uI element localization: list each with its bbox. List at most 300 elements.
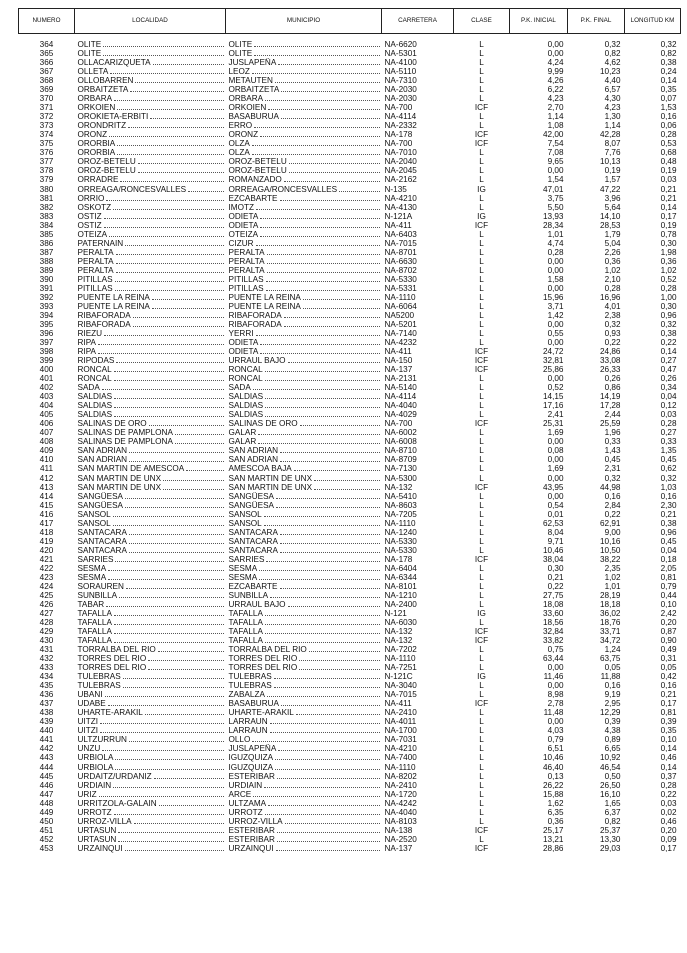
cell-longitud: 1,98 xyxy=(660,247,677,257)
cell-numero: 446 xyxy=(39,780,54,790)
cell-pk-final: 10,13 xyxy=(600,157,621,167)
cell-pk-final: 1,14 xyxy=(604,121,621,131)
cell-pk-inicial: 63,44 xyxy=(543,654,564,664)
cell-pk-final: 0,26 xyxy=(604,374,621,384)
cell-carretera: NA-7015 xyxy=(384,238,417,248)
cell-pk-inicial: 42,00 xyxy=(543,130,564,140)
table-row xyxy=(19,744,681,753)
cell-localidad: SESMA xyxy=(75,573,226,582)
cell-carretera: NA-2030 xyxy=(384,94,417,104)
cell-pk-final: 10,16 xyxy=(600,536,621,546)
cell-carretera: NA-5330 xyxy=(384,545,417,555)
cell-municipio: RIBAFORADA xyxy=(226,320,382,329)
cell-localidad: OLLOBARREN xyxy=(75,76,226,85)
cell-pk-inicial: 33,82 xyxy=(543,636,564,646)
cell-municipio: IGUZQUIZA xyxy=(226,753,382,762)
cell-municipio: TAFALLA xyxy=(226,636,382,645)
cell-localidad: UNZU xyxy=(75,744,226,753)
cell-numero: 398 xyxy=(39,347,54,357)
cell-carretera: NA-4029 xyxy=(384,410,417,420)
cell-pk-final: 1,96 xyxy=(604,428,621,438)
cell-clase: L xyxy=(479,58,484,68)
cell-pk-inicial: 1,69 xyxy=(547,464,564,474)
cell-carretera: NA-8202 xyxy=(384,771,417,781)
cell-municipio: OLZA xyxy=(226,148,382,157)
cell-pk-final: 1,02 xyxy=(604,265,621,275)
cell-clase: L xyxy=(479,310,484,320)
cell-numero: 447 xyxy=(39,789,54,799)
cell-pk-inicial: 8,98 xyxy=(547,690,564,700)
cell-carretera: NA-8701 xyxy=(384,247,417,257)
cell-clase: L xyxy=(479,464,484,474)
cell-pk-inicial: 10,46 xyxy=(543,753,564,763)
table-row xyxy=(19,582,681,591)
cell-carretera: NA-4210 xyxy=(384,744,417,754)
cell-clase: L xyxy=(479,744,484,754)
cell-pk-inicial: 1,54 xyxy=(547,175,564,185)
cell-carretera: NA-132 xyxy=(384,636,413,646)
cell-municipio: OLLO xyxy=(226,735,382,744)
cell-numero: 430 xyxy=(39,636,54,646)
cell-municipio: UHARTE-ARAKIL xyxy=(226,708,382,717)
cell-numero: 388 xyxy=(39,256,54,266)
cell-pk-final: 1,65 xyxy=(604,798,621,808)
cell-localidad: URTASUN xyxy=(75,826,226,835)
cell-carretera: NA-1110 xyxy=(384,762,416,772)
cell-clase: ICF xyxy=(474,636,489,646)
cell-longitud: 0,17 xyxy=(660,211,677,221)
cell-numero: 449 xyxy=(39,807,54,817)
cell-localidad: TULEBRAS xyxy=(75,672,226,681)
cell-pk-final: 1,79 xyxy=(604,229,621,239)
table-row xyxy=(19,239,681,248)
cell-carretera: NA-5300 xyxy=(384,473,417,483)
cell-pk-inicial: 25,86 xyxy=(543,365,564,375)
cell-pk-final: 5,64 xyxy=(604,202,621,212)
cell-longitud: 0,18 xyxy=(660,554,677,564)
cell-longitud: 0,27 xyxy=(660,428,677,438)
cell-carretera: NA-1110 xyxy=(384,654,416,664)
cell-pk-inicial: 0,00 xyxy=(547,663,564,673)
cell-clase: L xyxy=(479,67,484,77)
cell-clase: L xyxy=(479,473,484,483)
cell-localidad: URDAITZ/URDANIZ xyxy=(75,772,226,781)
table-row xyxy=(19,76,681,85)
cell-clase: L xyxy=(479,383,484,393)
cell-numero: 416 xyxy=(39,509,54,519)
cell-longitud: 1,00 xyxy=(660,292,677,302)
cell-localidad: SANGÜESA xyxy=(75,492,226,501)
cell-carretera: NA-3040 xyxy=(384,681,417,691)
cell-municipio: ODIETA xyxy=(226,221,382,230)
cell-localidad: PUENTE LA REINA xyxy=(75,293,226,302)
cell-clase: L xyxy=(479,446,484,456)
cell-pk-inicial: 0,13 xyxy=(547,771,564,781)
cell-longitud: 0,44 xyxy=(660,590,677,600)
cell-carretera: NA-5331 xyxy=(384,283,417,293)
cell-clase: L xyxy=(479,392,484,402)
cell-pk-final: 63,75 xyxy=(600,654,621,664)
cell-longitud: 0,42 xyxy=(660,672,677,682)
cell-pk-inicial: 13,21 xyxy=(543,834,564,844)
table-row xyxy=(19,40,681,49)
cell-longitud: 0,04 xyxy=(660,545,677,555)
cell-localidad: SALINAS DE ORO xyxy=(75,419,226,428)
cell-longitud: 0,81 xyxy=(660,708,677,718)
cell-localidad: OTEIZA xyxy=(75,230,226,239)
cell-carretera: NA-4040 xyxy=(384,807,417,817)
table-row xyxy=(19,672,681,681)
cell-longitud: 1,53 xyxy=(660,103,677,113)
cell-pk-final: 34,72 xyxy=(600,636,621,646)
table-row xyxy=(19,284,681,293)
cell-longitud: 0,52 xyxy=(660,274,677,284)
cell-longitud: 0,96 xyxy=(660,527,677,537)
cell-carretera: NA-5201 xyxy=(384,319,417,329)
cell-municipio: SANGÜESA xyxy=(226,501,382,510)
cell-clase: L xyxy=(479,175,484,185)
cell-municipio: LARRAUN xyxy=(226,726,382,735)
table-row xyxy=(19,320,681,329)
cell-pk-inicial: 18,08 xyxy=(543,599,564,609)
table-row xyxy=(19,753,681,762)
cell-pk-inicial: 0,00 xyxy=(547,491,564,501)
cell-clase: L xyxy=(479,338,484,348)
cell-municipio: EZCABARTE xyxy=(226,194,382,203)
header-pk-final: P.K. FINAL xyxy=(568,9,625,34)
cell-pk-final: 2,84 xyxy=(604,500,621,510)
cell-clase: L xyxy=(479,780,484,790)
cell-municipio: RONCAL xyxy=(226,365,382,374)
table-row xyxy=(19,501,681,510)
cell-pk-inicial: 32,84 xyxy=(543,627,564,637)
cell-clase: L xyxy=(479,726,484,736)
header-carretera: CARRETERA xyxy=(382,9,454,34)
cell-numero: 394 xyxy=(39,310,54,320)
cell-longitud: 0,32 xyxy=(660,319,677,329)
table-row xyxy=(19,627,681,636)
cell-municipio: GALAR xyxy=(226,437,382,446)
cell-municipio: OLZA xyxy=(226,139,382,148)
table-row xyxy=(19,464,681,473)
cell-pk-final: 2,95 xyxy=(604,699,621,709)
cell-clase: L xyxy=(479,247,484,257)
cell-longitud: 0,05 xyxy=(660,663,677,673)
cell-numero: 395 xyxy=(39,319,54,329)
cell-numero: 373 xyxy=(39,121,54,131)
cell-numero: 440 xyxy=(39,726,54,736)
cell-carretera: NA-1720 xyxy=(384,789,417,799)
cell-numero: 434 xyxy=(39,672,54,682)
cell-clase: IG xyxy=(477,184,486,194)
cell-pk-final: 2,31 xyxy=(604,464,621,474)
table-row xyxy=(19,392,681,401)
cell-municipio: AMESCOA BAJA xyxy=(226,464,382,473)
cell-numero: 381 xyxy=(39,193,54,203)
cell-pk-final: 1,02 xyxy=(604,572,621,582)
cell-pk-final: 0,32 xyxy=(604,40,621,49)
cell-pk-inicial: 0,08 xyxy=(547,446,564,456)
cell-clase: L xyxy=(479,265,484,275)
cell-municipio: ERRO xyxy=(226,121,382,130)
cell-clase: L xyxy=(479,618,484,627)
cell-numero: 413 xyxy=(39,482,54,492)
cell-numero: 404 xyxy=(39,401,54,411)
cell-carretera: NA-1700 xyxy=(384,726,417,736)
cell-longitud: 0,46 xyxy=(660,753,677,763)
table-row xyxy=(19,194,681,203)
table-body xyxy=(19,34,681,853)
cell-pk-inicial: 0,00 xyxy=(547,40,564,49)
cell-clase: L xyxy=(479,283,484,293)
cell-numero: 384 xyxy=(39,220,54,230)
table-row xyxy=(19,347,681,356)
cell-municipio: SANTACARA xyxy=(226,537,382,546)
table-row xyxy=(19,546,681,555)
cell-carretera: NA-4011 xyxy=(384,717,417,727)
cell-municipio: SALINAS DE ORO xyxy=(226,419,382,428)
cell-localidad: ORONDRITZ xyxy=(75,121,226,130)
table-row xyxy=(19,799,681,808)
cell-municipio: OROZ-BETELU xyxy=(226,166,382,175)
cell-pk-final: 12,29 xyxy=(600,708,621,718)
table-row xyxy=(19,248,681,257)
table-row xyxy=(19,166,681,175)
cell-pk-inicial: 0,75 xyxy=(547,645,564,655)
cell-clase: ICF xyxy=(474,139,489,149)
table-row xyxy=(19,221,681,230)
cell-pk-inicial: 4,74 xyxy=(547,238,564,248)
cell-carretera: NA-1110 xyxy=(384,518,416,528)
cell-numero: 421 xyxy=(39,554,54,564)
cell-pk-inicial: 1,58 xyxy=(547,274,564,284)
cell-pk-final: 2,44 xyxy=(604,410,621,420)
cell-pk-inicial: 0,00 xyxy=(547,717,564,727)
cell-pk-final: 0,32 xyxy=(604,319,621,329)
cell-pk-inicial: 0,00 xyxy=(547,437,564,447)
cell-longitud: 0,14 xyxy=(660,202,677,212)
cell-carretera: NA-7140 xyxy=(384,329,417,338)
cell-localidad: OLLETA xyxy=(75,67,226,76)
cell-localidad: SANGÜESA xyxy=(75,501,226,510)
cell-carretera: NA-7310 xyxy=(384,76,417,86)
cell-carretera: NA-1240 xyxy=(384,527,417,537)
cell-localidad: UBANI xyxy=(75,690,226,699)
cell-numero: 364 xyxy=(39,40,54,49)
cell-carretera: NA-7251 xyxy=(384,663,417,673)
cell-clase: L xyxy=(479,816,484,826)
cell-pk-final: 0,22 xyxy=(604,338,621,348)
table-row xyxy=(19,401,681,410)
cell-clase: ICF xyxy=(474,130,489,140)
cell-municipio: ORBAITZETA xyxy=(226,85,382,94)
cell-numero: 422 xyxy=(39,563,54,573)
cell-localidad: RIBAFORADA xyxy=(75,320,226,329)
cell-localidad: PITILLAS xyxy=(75,275,226,284)
cell-municipio: SALDIAS xyxy=(226,410,382,419)
cell-clase: L xyxy=(479,193,484,203)
cell-clase: L xyxy=(479,112,484,122)
cell-carretera: NA-411 xyxy=(384,699,412,709)
table-row xyxy=(19,356,681,365)
cell-municipio: OROZ-BETELU xyxy=(226,157,382,166)
cell-pk-inicial: 0,00 xyxy=(547,283,564,293)
cell-pk-final: 0,50 xyxy=(604,771,621,781)
table-row xyxy=(19,726,681,735)
cell-municipio: OLITE xyxy=(226,49,382,58)
cell-clase: L xyxy=(479,762,484,772)
cell-localidad: OSTIZ xyxy=(75,221,226,230)
cell-localidad: SANTACARA xyxy=(75,537,226,546)
cell-municipio: SANSOL xyxy=(226,519,382,528)
cell-clase: L xyxy=(479,428,484,438)
table-row xyxy=(19,121,681,130)
cell-numero: 389 xyxy=(39,265,54,275)
cell-pk-final: 4,38 xyxy=(604,726,621,736)
cell-numero: 420 xyxy=(39,545,54,555)
cell-pk-inicial: 24,72 xyxy=(543,347,564,357)
cell-numero: 414 xyxy=(39,491,54,501)
cell-longitud: 0,22 xyxy=(660,789,677,799)
table-row xyxy=(19,555,681,564)
cell-longitud: 0,28 xyxy=(660,419,677,429)
cell-pk-final: 42,28 xyxy=(600,130,621,140)
cell-clase: ICF xyxy=(474,843,489,853)
cell-localidad: RIPA xyxy=(75,347,226,356)
cell-municipio: URROZ-VILLA xyxy=(226,817,382,826)
cell-carretera: NA-5330 xyxy=(384,274,417,284)
cell-clase: L xyxy=(479,157,484,167)
cell-numero: 375 xyxy=(39,139,54,149)
cell-municipio: YERRI xyxy=(226,329,382,338)
cell-clase: L xyxy=(479,292,484,302)
cell-pk-inicial: 62,53 xyxy=(543,518,564,528)
cell-pk-inicial: 28,34 xyxy=(543,220,564,230)
cell-pk-final: 0,45 xyxy=(604,455,621,465)
cell-pk-inicial: 18,56 xyxy=(543,618,564,627)
cell-pk-final: 25,59 xyxy=(600,419,621,429)
cell-clase: ICF xyxy=(474,220,489,230)
cell-pk-inicial: 0,52 xyxy=(547,383,564,393)
table-row xyxy=(19,67,681,76)
cell-clase: L xyxy=(479,256,484,266)
cell-longitud: 0,19 xyxy=(660,220,677,230)
cell-numero: 442 xyxy=(39,744,54,754)
cell-pk-inicial: 13,93 xyxy=(543,211,564,221)
cell-numero: 371 xyxy=(39,103,54,113)
cell-numero: 368 xyxy=(39,76,54,86)
cell-pk-final: 14,10 xyxy=(600,211,621,221)
cell-pk-inicial: 47,01 xyxy=(543,184,564,194)
cell-clase: ICF xyxy=(474,347,489,357)
cell-longitud: 0,28 xyxy=(660,130,677,140)
cell-longitud: 0,31 xyxy=(660,654,677,664)
cell-pk-final: 33,08 xyxy=(600,356,621,366)
cell-numero: 377 xyxy=(39,157,54,167)
cell-pk-inicial: 0,00 xyxy=(547,374,564,384)
cell-carretera: NA-5410 xyxy=(384,491,417,501)
cell-pk-final: 33,71 xyxy=(600,627,621,637)
cell-pk-inicial: 0,00 xyxy=(547,256,564,266)
cell-pk-inicial: 0,55 xyxy=(547,329,564,338)
table-row xyxy=(19,790,681,799)
cell-clase: L xyxy=(479,410,484,420)
table-row xyxy=(19,528,681,537)
header-municipio: MUNICIPIO xyxy=(226,9,382,34)
cell-carretera: NA-4130 xyxy=(384,202,417,212)
table-row xyxy=(19,410,681,419)
cell-longitud: 0,22 xyxy=(660,338,677,348)
cell-numero: 390 xyxy=(39,274,54,284)
table-row xyxy=(19,275,681,284)
cell-carretera: NA-4210 xyxy=(384,193,417,203)
table-row xyxy=(19,302,681,311)
cell-pk-inicial: 27,75 xyxy=(543,590,564,600)
cell-municipio: ORKOIEN xyxy=(226,103,382,112)
cell-municipio: URZAINQUI xyxy=(226,844,382,853)
table-row xyxy=(19,826,681,835)
roads-table xyxy=(18,8,681,853)
cell-pk-inicial: 4,03 xyxy=(547,726,564,736)
cell-longitud: 0,38 xyxy=(660,518,677,528)
cell-longitud: 0,10 xyxy=(660,599,677,609)
cell-longitud: 0,78 xyxy=(660,229,677,239)
document-page xyxy=(18,8,680,853)
cell-pk-final: 9,00 xyxy=(604,527,621,537)
cell-longitud: 0,37 xyxy=(660,771,677,781)
cell-carretera: NA-700 xyxy=(384,139,413,149)
cell-clase: L xyxy=(479,545,484,555)
cell-municipio: TULEBRAS xyxy=(226,672,382,681)
cell-pk-inicial: 0,00 xyxy=(547,681,564,691)
cell-clase: ICF xyxy=(474,825,489,835)
cell-clase: L xyxy=(479,536,484,546)
cell-longitud: 0,03 xyxy=(660,798,677,808)
cell-carretera: NA-2131 xyxy=(384,374,417,384)
cell-localidad: ORRADRE xyxy=(75,175,226,184)
cell-clase: ICF xyxy=(474,627,489,637)
table-row xyxy=(19,212,681,221)
table-row xyxy=(19,618,681,627)
cell-pk-inicial: 4,23 xyxy=(547,94,564,104)
cell-pk-inicial: 0,00 xyxy=(547,473,564,483)
cell-localidad: RIBAFORADA xyxy=(75,311,226,320)
cell-carretera: NA-2045 xyxy=(384,166,417,176)
cell-carretera: NA-6002 xyxy=(384,428,417,438)
cell-clase: L xyxy=(479,798,484,808)
cell-pk-inicial: 2,41 xyxy=(547,410,564,420)
cell-pk-final: 10,92 xyxy=(600,753,621,763)
cell-longitud: 0,19 xyxy=(660,166,677,176)
cell-municipio: BASABURUA xyxy=(226,112,382,121)
cell-longitud: 0,14 xyxy=(660,744,677,754)
cell-clase: L xyxy=(479,437,484,447)
table-row xyxy=(19,564,681,573)
cell-longitud: 0,48 xyxy=(660,157,677,167)
table-row xyxy=(19,374,681,383)
cell-numero: 379 xyxy=(39,175,54,185)
cell-municipio: SESMA xyxy=(226,564,382,573)
cell-pk-inicial: 7,08 xyxy=(547,148,564,158)
cell-pk-final: 0,39 xyxy=(604,717,621,727)
cell-longitud: 2,30 xyxy=(660,500,677,510)
table-row xyxy=(19,591,681,600)
cell-localidad: RIEZU xyxy=(75,329,226,338)
table-row xyxy=(19,663,681,672)
cell-pk-inicial: 6,35 xyxy=(547,807,564,817)
cell-localidad: PERALTA xyxy=(75,248,226,257)
cell-longitud: 0,17 xyxy=(660,843,677,853)
